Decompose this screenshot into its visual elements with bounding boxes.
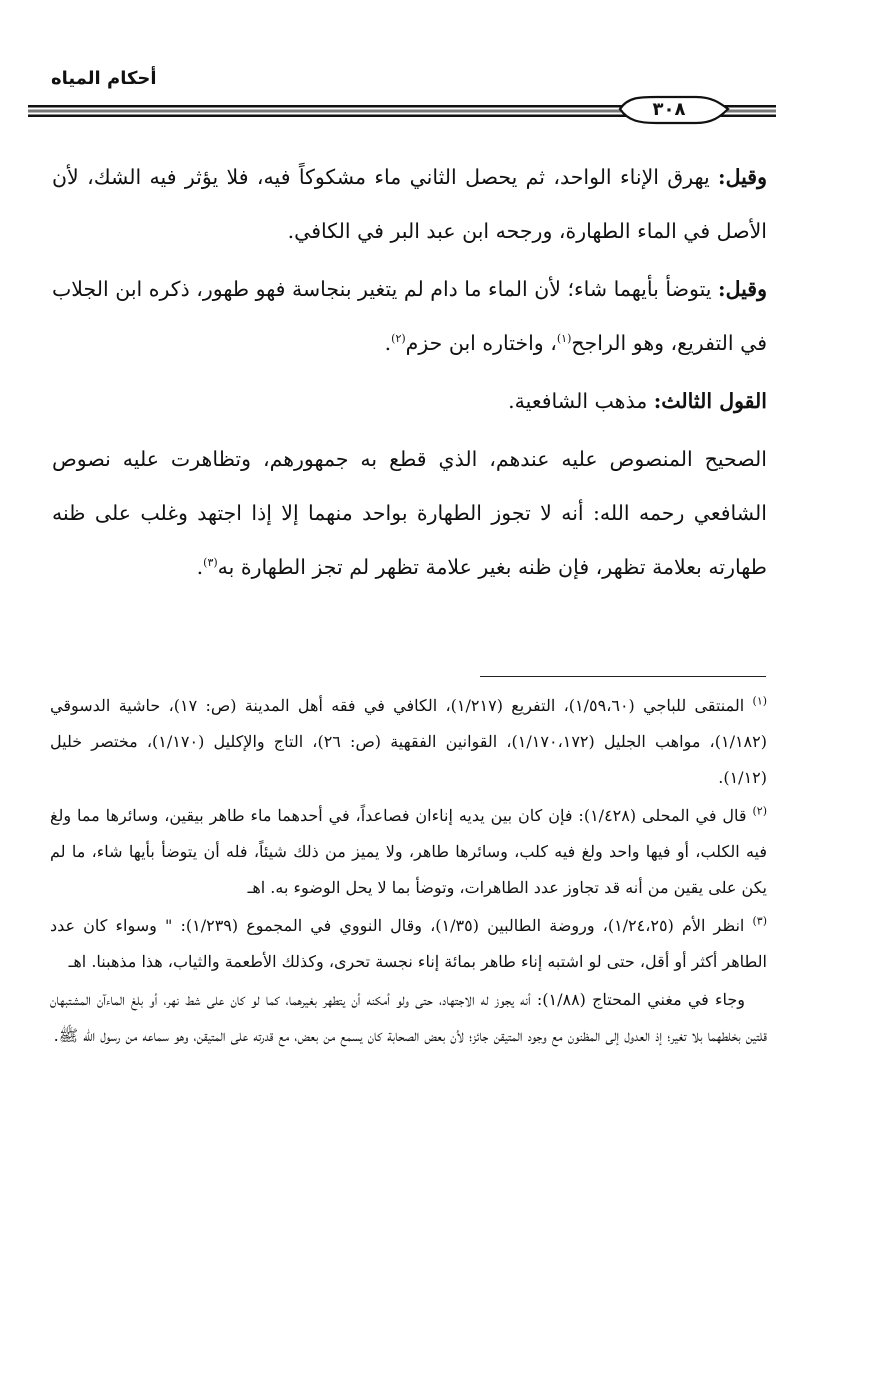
heading-label: القول الثالث:: [653, 389, 767, 413]
footnote: [50, 908, 767, 980]
paragraph: [52, 432, 767, 594]
paragraph-lead: وقيل:: [718, 277, 767, 301]
page-number: ٣٠٨: [652, 99, 686, 120]
heading-text: مذهب الشافعية.: [508, 389, 654, 413]
section-heading: [52, 374, 767, 428]
paragraph-lead: وقيل:: [718, 165, 767, 189]
footnote-text: المنتقى للباجي (١/٥٩،٦٠)، التفريع (١/٢١٧)، الكافي في فقه أهل المدينة (ص: ١٧)، حاشية الدسوقي (١/١٨٢)، مواهب الجليل (١/١٧٠،١٧٢)، القوانين الفقهية (ص: ٢٦)، التاج والإكليل (١/١٧٠)، مختصر خليل (١/١٢).: [50, 696, 767, 787]
paragraph-text: يتوضأ بأيهما شاء؛ لأن الماء ما دام لم يتغير بنجاسة فهو طهور، ذكره ابن الجلاب في التفريع، وهو الراجح: [52, 277, 767, 355]
paragraph-text: الصحيح المنصوص عليه عندهم، الذي قطع به جمهورهم، وتظاهرت عليه نصوص الشافعي رحمه الله: أنه لا تجوز الطهارة بواحد منهما إلا إذا اجتهد وغلب على ظنه طهارته بعلامة تظهر، فإن ظنه بغير علامة تظهر لم تجز الطهارة به: [52, 447, 767, 579]
footnote-number: (١): [752, 694, 768, 708]
footnote-number: (٢): [752, 804, 767, 818]
paragraph-text: يهرق الإناء الواحد، ثم يحصل الثاني ماء مشكوكاً فيه، فلا يؤثر فيه الشك، لأن الأصل في الماء الطهارة، ورجحه ابن عبد البر في الكافي.: [52, 165, 767, 243]
footnote-text: وجاء في مغني المحتاج (١/٨٨): أنه يجوز له الاجتهاد، حتى ولو أمكنه أن يتطهر بغيرهما، كما لو كان على شط نهر، أو بلغ الماءآن المشتبهان قلتين بخلطهما بلا تغير؛ إذ العدول إلى المظنون مع وجود المتيقن جائز؛ لأن بعض الصحابة كان يسمع من بعض، مع قدرته على المتيقن، وهو سماعه من رسول الله ﷺ.: [50, 990, 767, 1045]
footnote-continuation: [50, 982, 767, 1054]
paragraph-text: .: [196, 555, 204, 579]
footnote: [50, 688, 767, 796]
footnote-separator: [480, 676, 766, 677]
running-title: أحكام المياه: [51, 68, 157, 89]
footnote-text: انظر الأم (١/٢٤،٢٥)، وروضة الطالبين (١/٣٥)، وقال النووي في المجموع (١/٢٣٩): " وسواء كان عدد الطاهر أكثر أو أقل، حتى لو اشتبه إناء طاهر بمائة إناء نجسة تحرى، وكذلك الأطعمة والثياب، هذا مذهبنا. اهـ: [50, 916, 767, 971]
footnote-ref: (٢): [391, 332, 406, 346]
paragraph: [52, 150, 767, 258]
main-text: [52, 150, 767, 594]
paragraph-text: ، واختاره ابن حزم: [405, 331, 557, 355]
footnote-ref: (٣): [203, 556, 218, 570]
footnote-number: (٣): [752, 914, 768, 928]
footnote-text: قال في المحلى (١/٤٢٨): فإن كان بين يديه إناءان فصاعداً، في أحدهما ماء طاهر بيقين، وسائرها مما ولغ فيه الكلب، أو فيها واحد ولغ فيه كلب، وسائرها طاهر، ولا يميز من ذلك شيئاً، فله أن يتوضأ بأيها شاء، ما لم يكن على يقين من أنه قد تجاوز عدد الطاهرات، وتوضأ بما لا يحل الوضوء به. اهـ: [50, 806, 767, 897]
paragraph: [52, 262, 767, 370]
footnote: [50, 798, 767, 906]
footnotes: [50, 688, 767, 1056]
paragraph-text: .: [384, 331, 392, 355]
footnote-ref: (١): [556, 332, 572, 346]
